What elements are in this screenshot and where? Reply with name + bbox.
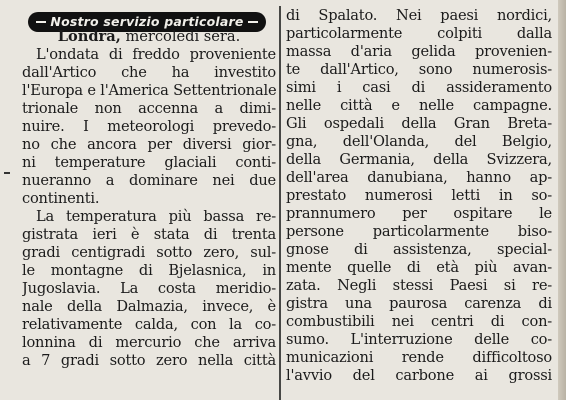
text-line: particolarmente colpiti dalla xyxy=(286,25,552,42)
text-line: mente quelle di età più avan- xyxy=(286,259,552,276)
right-column-text xyxy=(286,7,552,385)
page-edge xyxy=(558,0,566,400)
text-line: massa d'aria gelida provenien- xyxy=(286,43,552,60)
text-line: gnose di assistenza, special- xyxy=(286,241,552,258)
text-line: L'ondata di freddo proveniente xyxy=(36,46,276,63)
margin-mark xyxy=(4,172,10,174)
column-divider xyxy=(279,6,281,400)
text-line: gradi centigradi sotto zero, sul- xyxy=(22,244,276,261)
text-line: prestato numerosi letti in so- xyxy=(286,187,552,204)
text-line: simi i casi di assideramento xyxy=(286,79,552,96)
text-line: dall'Artico che ha investito xyxy=(22,64,276,81)
text-line: lonnina di mercurio che arriva xyxy=(22,334,276,351)
text-line: sumo. L'interruzione delle co- xyxy=(286,331,552,348)
text-line: nuire. I meteorologi prevedo- xyxy=(22,118,276,135)
text-line: zata. Negli stessi Paesi si re- xyxy=(286,277,552,294)
text-line: gistra una paurosa carenza di xyxy=(286,295,552,312)
text-line: nelle città e nelle campagne. xyxy=(286,97,552,114)
text-line: gistrata ieri è stata di trenta xyxy=(22,226,276,243)
text-line: della Germania, della Svizzera, xyxy=(286,151,552,168)
dateline xyxy=(22,28,276,46)
left-column-text xyxy=(22,46,276,370)
text-line: relativamente calda, con la co- xyxy=(22,316,276,333)
text-line: nale della Dalmazia, invece, è xyxy=(22,298,276,315)
text-line: combustibili nei centri di con- xyxy=(286,313,552,330)
text-line: te dall'Artico, sono numerosis- xyxy=(286,61,552,78)
text-line: prannumero per ospitare le xyxy=(286,205,552,222)
text-line: continenti. xyxy=(22,190,100,207)
text-line: Jugoslavia. La costa meridio- xyxy=(22,280,276,297)
text-line: di Spalato. Nei paesi nordici, xyxy=(286,7,552,24)
dateline-time: mercoledì sera. xyxy=(125,28,241,45)
text-line: l'Europa e l'America Settentrionale xyxy=(22,82,276,99)
text-line: le montagne di Bjelasnica, in xyxy=(22,262,276,279)
text-line: La temperatura più bassa re- xyxy=(36,208,276,225)
text-line: l'avvio del carbone ai grossi xyxy=(286,367,552,384)
text-line: a 7 gradi sotto zero nella città xyxy=(22,352,276,369)
section-badge: Nostro servizio particolare xyxy=(28,12,266,32)
dateline-city: Londra, xyxy=(57,28,121,45)
text-line: trionale non accenna a dimi- xyxy=(22,100,276,117)
text-line: nueranno a dominare nei due xyxy=(22,172,276,189)
text-line: no che ancora per diversi gior- xyxy=(22,136,276,153)
text-line: dell'area danubiana, hanno ap- xyxy=(286,169,552,186)
text-line: ni temperature glaciali conti- xyxy=(22,154,276,171)
text-line: gna, dell'Olanda, del Belgio, xyxy=(286,133,552,150)
text-line: persone particolarmente biso- xyxy=(286,223,552,240)
text-line: Gli ospedali della Gran Breta- xyxy=(286,115,552,132)
text-line: municazioni rende difficoltoso xyxy=(286,349,552,366)
